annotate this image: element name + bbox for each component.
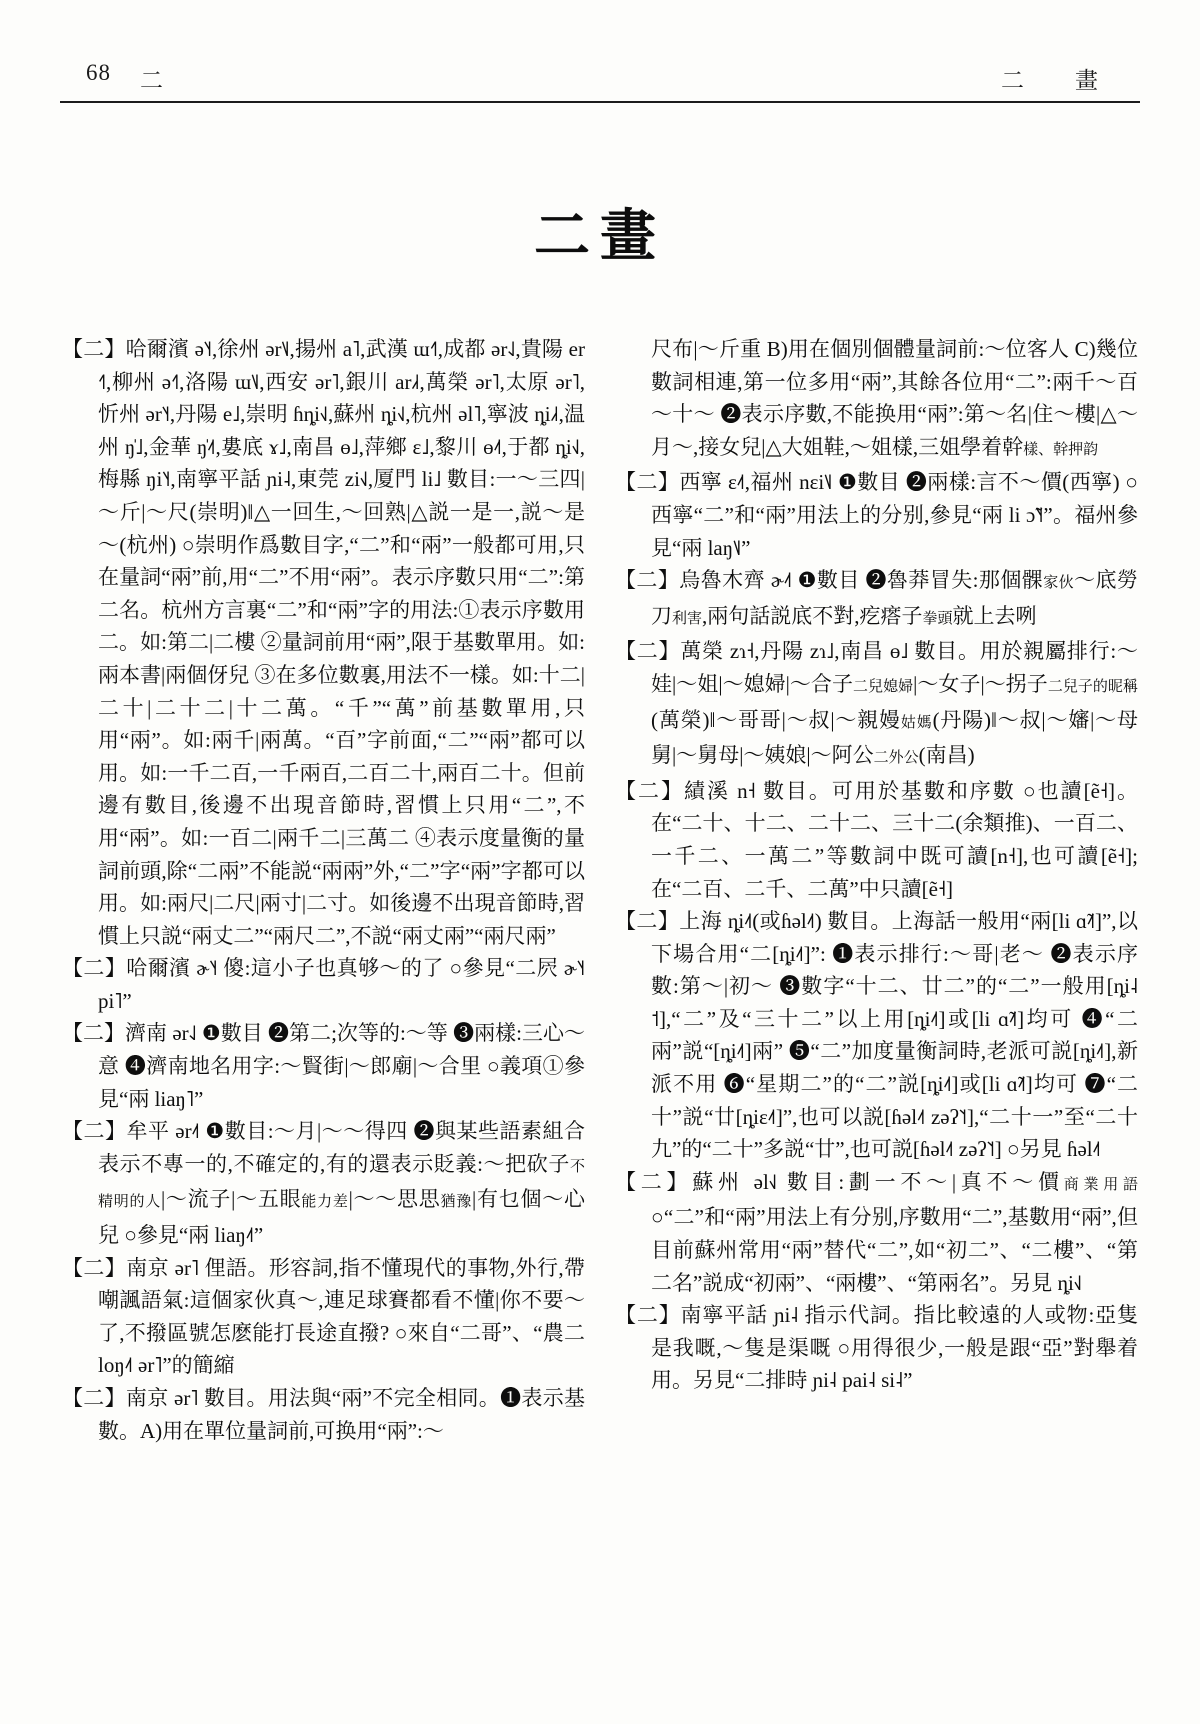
entry-text: (丹陽)‖～叔|～嬸|～母舅|～舅母|～姨娘|～阿公 xyxy=(651,707,1138,768)
entry-annotation-small-text: 能力差 xyxy=(301,1194,349,1211)
dictionary-entry xyxy=(615,635,1138,774)
column-left xyxy=(62,333,585,1447)
page-header xyxy=(62,60,1138,94)
entry-annotation-small-text: 二外公 xyxy=(873,750,919,767)
entry-text: 尺布|～斤重 B)用在個別個體量詞前:～位客人 C)幾位數詞相連,第一位多用“兩”,其餘各位用“二”:兩千～百～十～ ❷表示序數,不能换用“兩”:第～名|住～樓|△～月～,接女兒|△大姐鞋,～姐樣,三姐學着幹 xyxy=(651,337,1138,459)
dictionary-body xyxy=(62,333,1138,1447)
entry-text: 【二】哈爾濱 ɚ˥˧ 傻:這小子也真够～的了 ○參見“二屄 ɚ˥˧ pi˥” xyxy=(62,956,585,1013)
entry-text: 【二】萬榮 zɿ˧,丹陽 zɿ˩,南昌 ɵ˩ 數目。用於親屬排行:～娃|～姐|～媳婦|～合子 xyxy=(615,639,1138,696)
entry-annotation-small-text: 猶豫 xyxy=(440,1194,473,1211)
dictionary-entry xyxy=(62,333,585,952)
entry-text: 【二】南京 ər˥ 俚語。形容詞,指不懂現代的事物,外行,帶嘲諷語氣:這個家伙真～,連足球賽都看不懂|你不要～了,不撥區號怎麽能打長途直撥? ○來自“二哥”、“農二 loŋ˨˦ ər˥”的簡縮 xyxy=(62,1255,585,1378)
entry-text: 【二】蘇州 əl˧˩ 數目:劃一不～|真不～價 xyxy=(615,1169,1064,1194)
entry-annotation-small-text: 二兒子的昵稱 xyxy=(1047,678,1138,695)
entry-text: 【二】濟南 ər˨˩ ❶數目 ❷第二;次等的:～等 ❸兩樣:三心～意 ❹濟南地名用字:～賢街|～郎廟|～合里 ○義項①參見“兩 liaŋ˥” xyxy=(62,1021,585,1111)
entry-text: ～底勞刀 xyxy=(651,568,1138,628)
entry-text: |～流子|～五眼 xyxy=(160,1187,302,1212)
entry-text: (南昌) xyxy=(918,743,975,768)
entry-annotation-small-text: 樣、幹押韵 xyxy=(1023,441,1099,458)
entry-text: |～女子|～拐子 xyxy=(913,671,1048,696)
dictionary-entry xyxy=(62,1115,585,1251)
dictionary-entry xyxy=(62,952,585,1017)
entry-text: (萬榮)‖～哥哥|～叔|～親嫚 xyxy=(651,707,901,732)
entry-annotation-small-text: 二兒媳婦 xyxy=(853,678,914,695)
entry-text: 就上去咧 xyxy=(952,603,1037,628)
dictionary-entry xyxy=(615,775,1138,905)
dictionary-entry xyxy=(615,564,1138,635)
entry-text: 【二】績溪 n˧ 數目。可用於基數和序數 ○也讀[ẽ˧]。在“二十、十二、二十二、三十二(余類推)、一百二、一千二、一萬二”等數詞中既可讀[n˧],也可讀[ẽ˧];在“二百、二千、二萬”中只讀[ẽ˧] xyxy=(615,778,1138,901)
entry-text: |有乜個～心兒 ○參見“兩 liaŋ˨˦” xyxy=(98,1187,585,1248)
page-number: 68 xyxy=(86,60,111,85)
entry-annotation-small-text: 拳頭 xyxy=(922,610,953,627)
entry-annotation-small-text: 商業用語 xyxy=(1063,1176,1138,1193)
dictionary-entry xyxy=(615,466,1138,564)
dictionary-entry xyxy=(62,1382,585,1447)
entry-text: |～～思思 xyxy=(348,1187,441,1212)
dictionary-entry xyxy=(615,1166,1138,1299)
header-divider-rule xyxy=(60,101,1140,103)
entry-annotation-small-text: 姑媽 xyxy=(900,714,933,731)
dictionary-entry xyxy=(62,1252,585,1382)
header-section-character: 二 xyxy=(140,68,163,93)
dictionary-entry xyxy=(62,1017,585,1115)
entry-text: ○“二”和“兩”用法上有分别,序數用“二”,基數用“兩”,但目前蘇州常用“兩”替代“二”,如“初二”、“二樓”、“第二名”説成“初兩”、“兩樓”、“第兩名”。另見 ȵi˧˩ xyxy=(651,1205,1138,1295)
header-section-title: 二 畫 xyxy=(1001,68,1112,93)
page-title: 二畫 xyxy=(534,206,666,268)
entry-annotation-small-text: 不精明的人 xyxy=(98,1158,585,1211)
dictionary-entry xyxy=(615,1299,1138,1397)
entry-annotation-small-text: 家伙 xyxy=(1043,575,1075,592)
entry-annotation-small-text: 利害 xyxy=(672,610,703,627)
entry-text: 【二】烏魯木齊 ɚ˨˦ ❶數目 ❷魯莽冒失:那個髁 xyxy=(615,568,1044,593)
column-right xyxy=(615,333,1138,1447)
entry-text: ,兩句話説底不對,疙瘩子 xyxy=(702,603,923,628)
dictionary-entry xyxy=(615,905,1138,1166)
dictionary-entry-continuation xyxy=(615,333,1138,466)
entry-text: 【二】西寧 ɛ˨˦,福州 nɛi˥˩ ❶數目 ❷兩樣:言不～價(西寧) ○西寧“二”和“兩”用法上的分别,參見“兩 li ɔ̃˥˧”。福州參見“兩 laŋ˥˩” xyxy=(615,470,1138,560)
entry-text: 【二】牟平 ər˨˦ ❶數目:～月|～～得四 ❷與某些語素組合表示不專一的,不確定的,有的還表示貶義:～把砍子 xyxy=(62,1119,585,1176)
entry-text: 【二】南寧平話 ɲi˨ 指示代詞。指比較遠的人或物:亞隻是我嘅,～隻是渠嘅 ○用得很少,一般是跟“亞”對舉着用。另見“二排時 ɲi˨ pai˨ si˨” xyxy=(615,1303,1138,1393)
entry-text: 【二】上海 ȵi˨˦(或ɦəl˨˦) 數目。上海話一般用“兩[li ɑ̃˨˦]”,以下場合用“二[ȵi˨˦]”: ❶表示排行:～哥|老～ ❷表示序數:第～|初～ ❸數字“十二、廿二”的“二”一般用[ȵi˨˦],“二”及“三十二”以上用[ȵi˨˦]或[li ɑ̃˨˦]均可 ❹“二兩”説“[ȵi˨˦]兩” ❺“二”加度量衡詞時,老派可説[ȵi˨˦],新派不用 ❻“星期二”的“二”説[ȵi˨˦]或[li ɑ̃˨˦]均可 ❼“二十”説“廿[ȵiɛ˨˦]”,也可以説[ɦəl˨˦ zəʔ˥˦],“二十一”至“二十九”的“二十”多説“廿”,也可説[ɦəl˨˦ zəʔ˥˦] ○另見 ɦəl˨˦ xyxy=(615,909,1138,1162)
entry-text: 【二】哈爾濱 ə˥˧,徐州 ər˥˩,揚州 a˥,武漢 ɯ˧˥,成都 ər˨˩,貴陽 er˧˥,柳州 ə˧˥,洛陽 ɯ˥˩,西安 ər˥,銀川 ar˩˧,萬榮 ər˥,太原 ər˥,忻州 ər˥˧,丹陽 e˩,崇明 ɦȵi˧˩,蘇州 ȵi˧˩,杭州 əl˥,寧波 ȵi˩˧,温州 ŋ̍˩,金華 ŋ̍˨˦,婁底 ɤ˩,南昌 ɵ˩,萍鄉 ɛ˩,黎川 ɵ˨˦,于都 ȵi˧˩,梅縣 ŋi˥˧,南寧平話 ɲi˨,東莞 zi˧˩,厦門 li˩ 數目:一～三四|～斤|～尺(崇明)‖△一回生,～回熟|△説一是一,説～是～(杭州) ○崇明作爲數目字,“二”和“兩”一般都可用,只在量詞“兩”前,用“二”不用“兩”。表示序數只用“二”:第二名。杭州方言裏“二”和“兩”字的用法:①表示序數用二。如:第二|二樓 ②量詞前用“兩”,限于基數單用。如:兩本書|兩個伢兒 ③在多位數裏,用法不一樣。如:十二|二十|二十二|十二萬。“千”“萬”前基數單用,只用“兩”。如:兩千|兩萬。“百”字前面,“二”“兩”都可以用。如:一千二百,一千兩百,二百二十,兩百二十。但前邊有數目,後邊不出現音節時,習慣上只用“二”,不用“兩”。如:一百二|兩千二|三萬二 ④表示度量衡的量詞前頭,除“二兩”不能説“兩兩”外,“二”字“兩”字都可以用。如:兩尺|二尺|兩寸|二寸。如後邊不出現音節時,習慣上只説“兩丈二”“兩尺二”,不説“兩丈兩”“兩尺兩” xyxy=(62,337,585,948)
entry-text: 【二】南京 ər˥ 數目。用法與“兩”不完全相同。❶表示基數。A)用在單位量詞前,可换用“兩”:～ xyxy=(62,1386,585,1443)
